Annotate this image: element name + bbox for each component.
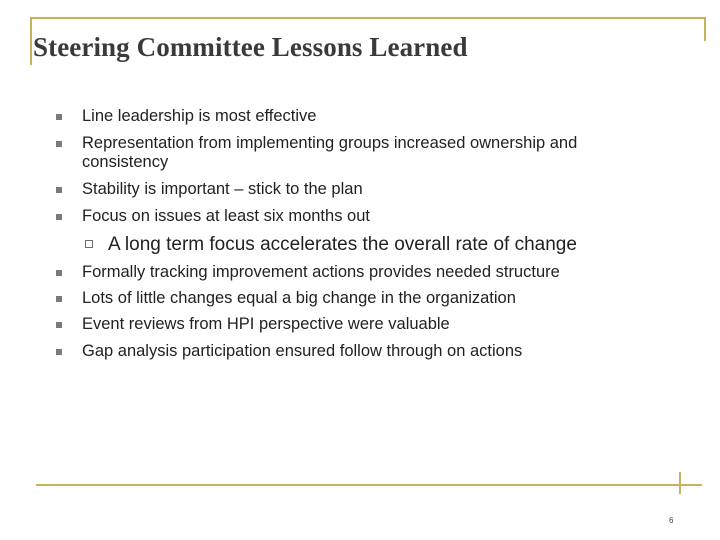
slide-title: Steering Committee Lessons Learned bbox=[33, 32, 468, 62]
bullet-2-text-line-2: consistency bbox=[82, 153, 169, 171]
bullet-6-icon bbox=[56, 296, 62, 302]
bullet-2-icon bbox=[56, 141, 62, 147]
bullet-5-text: Formally tracking improvement actions provides needed structure bbox=[82, 263, 560, 281]
top-right-vertical-rule bbox=[704, 17, 706, 41]
bullet-3-icon bbox=[56, 187, 62, 193]
sub-bullet-1-icon bbox=[85, 240, 93, 248]
bullet-1-text: Line leadership is most effective bbox=[82, 107, 317, 125]
bullet-4-icon bbox=[56, 214, 62, 220]
bullet-1-icon bbox=[56, 114, 62, 120]
top-rule bbox=[30, 17, 706, 19]
bottom-rule bbox=[36, 484, 702, 486]
page-number: 6 bbox=[669, 516, 674, 525]
top-left-vertical-rule bbox=[30, 17, 32, 65]
bullet-3-text: Stability is important – stick to the plan bbox=[82, 180, 363, 198]
bullet-8-icon bbox=[56, 349, 62, 355]
bullet-2-text-line-1: Representation from implementing groups increased ownership and bbox=[82, 134, 578, 152]
bullet-8-text: Gap analysis participation ensured follow through on actions bbox=[82, 342, 523, 360]
bullet-4-text: Focus on issues at least six months out bbox=[82, 207, 370, 225]
sub-bullet-1-text: A long term focus accelerates the overall rate of change bbox=[108, 234, 577, 255]
bullet-7-icon bbox=[56, 322, 62, 328]
bottom-right-vertical-rule bbox=[679, 472, 681, 494]
bullet-7-text: Event reviews from HPI perspective were valuable bbox=[82, 315, 450, 333]
bullet-6-text: Lots of little changes equal a big change in the organization bbox=[82, 289, 516, 307]
bullet-5-icon bbox=[56, 270, 62, 276]
